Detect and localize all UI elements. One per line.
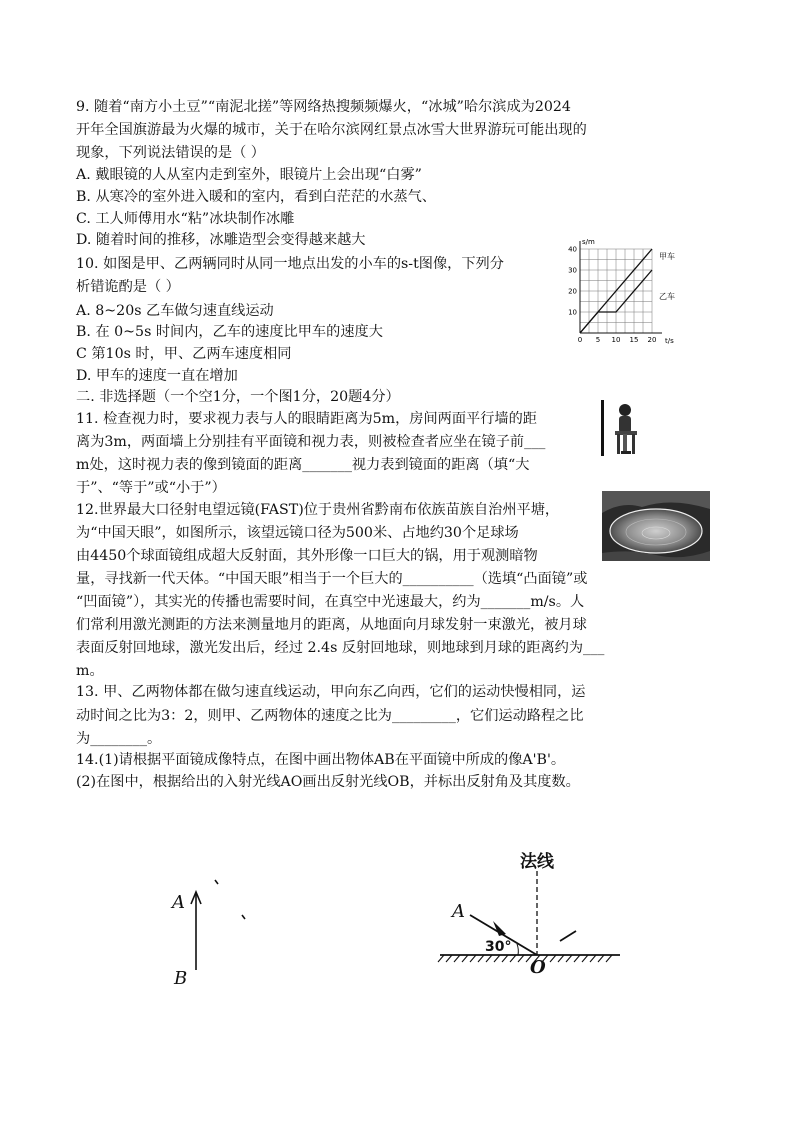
q10-option-b: B. 在 0~5s 时间内，乙车的速度比甲车的速度大 [76,324,383,340]
surface-hatch-mark [470,955,476,962]
section-2-heading: 二. 非选择题（一个空1分，一个图1分，20题4分） [76,389,400,405]
q12-line-6: 们常利用激光测距的方法来测量地月的距离，从地面向月球发射一束激光，被月球 [76,617,587,633]
surface-hatch-mark [582,955,588,962]
mirror-object-figure [160,870,270,995]
q11-line-2: 离为3m，两面墙上分别挂有平面镜和视力表，则被检查者应坐在镜子前___ [76,434,546,450]
q10-option-d: D. 甲车的速度一直在增加 [76,368,238,384]
y-tick-label: 10 [568,308,577,317]
st-chart [562,232,680,350]
x-tick-label: 0 [577,336,583,344]
q13-line-3: 为________。 [76,731,162,747]
q9-option-b: B. 从寒冷的室外进入暖和的室内，看到白茫茫的水蒸气、 [76,189,436,205]
surface-hatch-mark [606,955,612,962]
surface-hatch-mark [590,955,596,962]
q10-line-1: 10. 如图是甲、乙两辆同时从同一地点出发的小车的s-t图像，下列分 [76,256,504,272]
surface-hatch-mark [494,955,500,962]
q9-line-1: 9. 随着“南方小土豆”“南泥北搓”等网络热搜频频爆火，“冰城”哈尔滨成为2024 [76,99,571,115]
surface-hatch-mark [478,955,484,962]
q9-option-a: A. 戴眼镜的人从室内走到室外，眼镜片上会出现“白雾” [76,167,422,183]
q12-line-4: 量，寻找新一代天体。“中国天眼”相当于一个巨大的__________（选填“凸面镜”或 [76,571,588,587]
y-tick-label: 30 [568,266,577,275]
q12-line-5: “凹面镜”），其实光的传播也需要时间，在真空中光速最大，约为_______m/s。人 [76,594,585,610]
x-tick-label: 10 [611,336,621,344]
q9-line-3: 现象，下列说法错误的是（ ） [76,145,265,161]
eye-test-person-image [600,398,642,460]
surface-hatch-mark [462,955,468,962]
surface-hatch-mark [486,955,492,962]
q10-option-c: C 第10s 时，甲、乙两车速度相同 [76,346,292,362]
q12-line-3: 由4450个球面镜组成超大反射面，其外形像一口巨大的锅，用于观测暗物 [76,548,538,564]
q9-line-2: 开年全国旗游最为火爆的城市，关于在哈尔滨网红景点冰雪大世界游玩可能出现的 [76,122,587,138]
x-axis-label: t/s [665,337,674,345]
x-tick-label: 15 [629,336,639,344]
q14-line-2: (2)在图中，根据给出的入射光线AO画出反射光线OB，并标出反射角及其度数。 [76,774,580,790]
point-o-label: O [530,957,546,978]
y-axis-label: s/m [582,238,595,246]
q12-line-8: m。 [76,663,104,679]
ray-point-a-label: A [452,901,465,922]
q10-option-a: A. 8~20s 乙车做匀速直线运动 [76,303,274,319]
fast-telescope-photo [602,491,710,561]
q9-option-d: D. 随着时间的推移，冰雕造型会变得越来越大 [76,232,366,248]
q11-line-3: m处，这时视力表的像到镜面的距离_______视力表到镜面的距离（填“大 [76,457,530,473]
x-tick-label: 20 [647,336,657,344]
q12-line-2: 为“中国天眼”，如图所示，该望远镜口径为500米、占地约30个足球场 [76,525,519,541]
q10-line-2: 析错诡酌是（ ） [76,279,180,295]
surface-hatch-mark [446,955,452,962]
q12-line-7: 表面反射回地球，激光发出后，经过 2.4s 反射回地球，则地球到月球的距离约为___ [76,640,605,656]
normal-label: 法线 [520,852,554,872]
surface-hatch-mark [518,955,524,962]
q12-line-1: 12.世界最大口径射电望远镜(FAST)位于贵州省黔南布依族苗族自治州平塘， [76,502,560,518]
surface-hatch-mark [510,955,516,962]
x-tick-label: 5 [595,336,601,344]
reflection-figure [430,845,630,985]
q13-line-2: 动时间之比为3：2，则甲、乙两物体的速度之比为_________，它们运动路程之比 [76,708,584,724]
surface-hatch-mark [438,955,444,962]
surface-hatch-mark [558,955,564,962]
series-label-yi: 乙车 [659,292,675,301]
surface-hatch-mark [454,955,460,962]
series-label-jia: 甲车 [659,252,675,261]
surface-hatch-mark [574,955,580,962]
surface-hatch-mark [550,955,556,962]
q11-line-4: 于”、“等于”或“小于”） [76,480,226,496]
q11-line-1: 11. 检查视力时，要求视力表与人的眼睛距离为5m，房间两面平行墙的距 [76,411,537,427]
q9-option-c: C. 工人师傅用水“粘”冰块制作冰雕 [76,211,295,227]
point-b-label: B [174,968,188,989]
y-tick-label: 40 [568,245,577,254]
q14-line-1: 14.(1)请根据平面镜成像特点，在图中画出物体AB在平面镜中所成的像A'B'。 [76,752,566,768]
y-tick-label: 20 [568,287,577,296]
surface-hatch-mark [598,955,604,962]
surface-hatch-mark [502,955,508,962]
point-a-label: A [172,892,185,913]
surface-hatch-mark [566,955,572,962]
q13-line-1: 13. 甲、乙两物体都在做匀速直线运动，甲向东乙向西，它们的运动快慢相同，运 [76,684,586,700]
incidence-angle-label: 30° [485,939,512,955]
